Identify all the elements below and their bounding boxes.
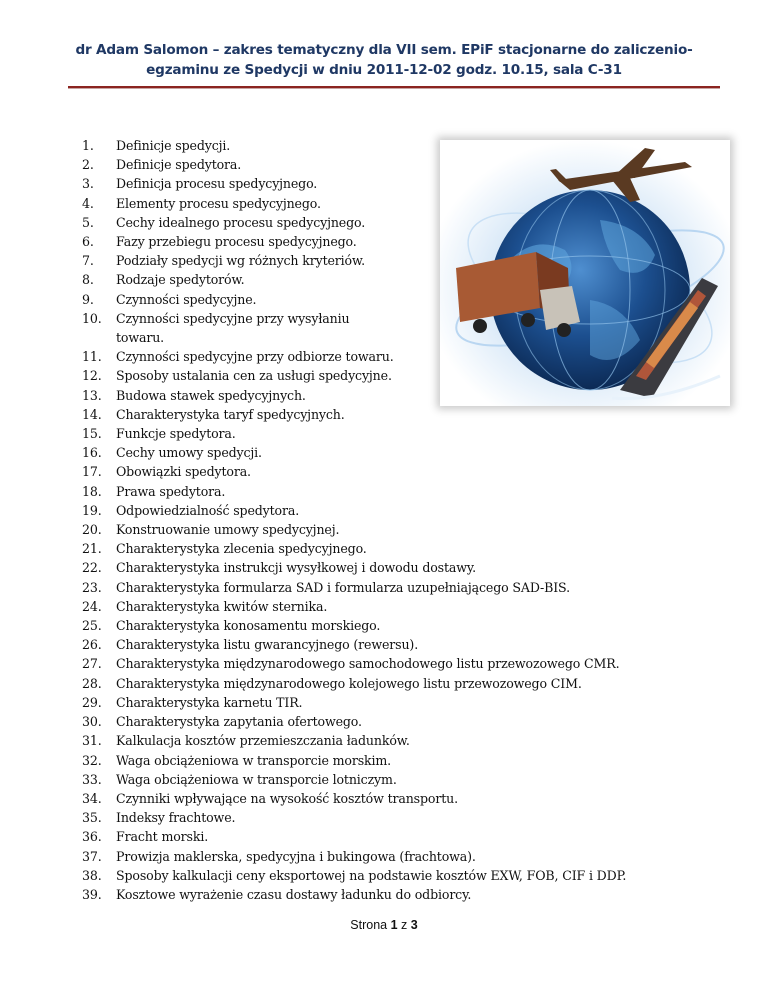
topic-number: 27.	[82, 656, 102, 672]
topic-text: Odpowiedzialność spedytora.	[116, 502, 300, 518]
topic-text: Rodzaje spedytorów.	[116, 272, 245, 288]
topic-text: Cechy idealnego procesu spedycyjnego.	[116, 214, 366, 230]
topic-number: 34.	[82, 790, 102, 806]
topic-text: Prowizja maklerska, spedycyjna i bukingowa (frachtowa).	[116, 848, 476, 864]
topic-number: 1.	[82, 138, 94, 153]
topic-text: Charakterystyka międzynarodowego kolejowego listu przewozowego CIM.	[116, 675, 582, 691]
topic-item	[82, 578, 682, 597]
topic-text: Charakterystyka zapytania ofertowego.	[116, 714, 362, 730]
topic-text: Definicja procesu spedycyjnego.	[116, 176, 318, 192]
topic-text: Elementy procesu spedycyjnego.	[116, 195, 321, 211]
topic-text: Obowiązki spedytora.	[116, 464, 251, 480]
topic-text: Charakterystyka instrukcji wysyłkowej i dowodu dostawy.	[116, 560, 477, 576]
topic-number: 13.	[82, 387, 102, 403]
topic-text: Konstruowanie umowy spedycyjnej.	[116, 522, 340, 538]
page-separator: z	[401, 918, 408, 932]
topic-number: 21.	[82, 541, 102, 557]
topic-text: Czynności spedycyjne.	[116, 291, 257, 307]
topic-number: 12.	[82, 368, 102, 384]
topic-item	[82, 597, 682, 616]
page-label: Strona	[350, 918, 388, 932]
topic-text: Waga obciążeniowa w transporcie morskim.	[116, 752, 392, 768]
topic-text: Sposoby kalkulacji ceny eksportowej na podstawie kosztów EXW, FOB, CIF i DDP.	[116, 867, 627, 883]
topic-text: Charakterystyka zlecenia spedycyjnego.	[116, 541, 367, 557]
header-title-line-2: egzaminu ze Spedycji w dniu 2011-12-02 godz. 10.15, sala C-31	[146, 62, 622, 78]
topic-text: Charakterystyka taryf spedycyjnych.	[116, 406, 345, 422]
topic-number: 2.	[82, 157, 94, 173]
document-header	[40, 40, 728, 80]
topic-text: Czynności spedycyjne przy wysyłaniu towaru.	[116, 310, 350, 346]
topic-item	[82, 654, 682, 673]
topic-text: Funkcje spedytora.	[116, 426, 236, 442]
topic-item	[82, 847, 682, 866]
topic-text: Czynności spedycyjne przy odbiorze towaru.	[116, 349, 394, 365]
topic-number: 4.	[82, 195, 94, 211]
topic-number: 28.	[82, 675, 102, 691]
topic-text: Kosztowe wyrażenie czasu dostawy ładunku do odbiorcy.	[116, 886, 472, 902]
topic-text: Budowa stawek spedycyjnych.	[116, 387, 306, 403]
topic-number: 33.	[82, 771, 102, 787]
topic-item	[82, 635, 682, 654]
topic-text: Fazy przebiegu procesu spedycyjnego.	[116, 234, 357, 250]
topic-text: Podziały spedycji wg różnych kryteriów.	[116, 253, 365, 269]
topic-number: 6.	[82, 234, 94, 250]
globe-transport-illustration	[440, 140, 730, 406]
topic-text: Charakterystyka listu gwarancyjnego (rewersu).	[116, 637, 419, 653]
topic-number: 37.	[82, 848, 102, 864]
topic-item	[82, 731, 682, 750]
topic-number: 19.	[82, 502, 102, 518]
topic-number: 24.	[82, 598, 102, 614]
topic-item	[82, 866, 682, 885]
topic-number: 9.	[82, 291, 94, 307]
topic-item	[82, 558, 682, 577]
topic-number: 20.	[82, 522, 102, 538]
topic-number: 31.	[82, 733, 102, 749]
topic-text: Charakterystyka konosamentu morskiego.	[116, 618, 381, 634]
topic-text: Definicje spedycji.	[116, 138, 231, 153]
topic-number: 5.	[82, 214, 94, 230]
topic-text: Waga obciążeniowa w transporcie lotniczym.	[116, 771, 397, 787]
topic-number: 18.	[82, 483, 102, 499]
topic-item	[82, 482, 682, 501]
topic-item	[82, 885, 682, 904]
topic-item	[82, 827, 682, 846]
topic-number: 26.	[82, 637, 102, 653]
topic-text: Definicje spedytora.	[116, 157, 242, 173]
topic-text: Kalkulacja kosztów przemieszczania ładunków.	[116, 733, 410, 749]
topic-text: Charakterystyka karnetu TIR.	[116, 694, 303, 710]
topic-number: 23.	[82, 579, 102, 595]
topic-text: Fracht morski.	[116, 829, 209, 845]
topic-item	[82, 751, 682, 770]
topic-number: 39.	[82, 886, 102, 902]
topic-number: 38.	[82, 867, 102, 883]
page-footer	[0, 918, 768, 932]
topic-item	[82, 674, 682, 693]
topic-number: 29.	[82, 694, 102, 710]
topic-item	[82, 539, 682, 558]
topic-number: 17.	[82, 464, 102, 480]
topic-number: 10.	[82, 310, 102, 326]
topic-text: Charakterystyka kwitów sternika.	[116, 598, 328, 614]
topic-item	[82, 712, 682, 731]
topic-number: 15.	[82, 426, 102, 442]
topic-item	[82, 443, 682, 462]
topic-item	[82, 405, 682, 424]
topic-number: 8.	[82, 272, 94, 288]
topic-number: 11.	[82, 349, 102, 365]
topic-number: 32.	[82, 752, 102, 768]
topic-number: 3.	[82, 176, 94, 192]
topic-text: Sposoby ustalania cen za usługi spedycyjne.	[116, 368, 392, 384]
topic-text: Charakterystyka formularza SAD i formularza uzupełniającego SAD-BIS.	[116, 579, 570, 595]
topic-item	[82, 501, 682, 520]
topic-text: Charakterystyka międzynarodowego samochodowego listu przewozowego CMR.	[116, 656, 620, 672]
topic-number: 25.	[82, 618, 102, 634]
topic-text: Prawa spedytora.	[116, 483, 226, 499]
topic-text: Indeksy frachtowe.	[116, 810, 236, 826]
topic-item	[82, 770, 682, 789]
total-pages: 3	[410, 918, 418, 932]
current-page-number: 1	[390, 918, 398, 932]
header-divider	[68, 86, 720, 89]
topic-item	[82, 616, 682, 635]
topic-number: 30.	[82, 714, 102, 730]
header-title-line-1: dr Adam Salomon – zakres tematyczny dla VII sem. EPiF stacjonarne do zaliczenio-	[75, 42, 693, 58]
topic-item	[82, 520, 682, 539]
topic-item	[82, 693, 682, 712]
topic-item	[82, 808, 682, 827]
topic-item	[82, 424, 682, 443]
topic-number: 16.	[82, 445, 102, 461]
topic-text: Czynniki wpływające na wysokość kosztów transportu.	[116, 790, 458, 806]
topic-number: 7.	[82, 253, 94, 269]
topic-number: 14.	[82, 406, 102, 422]
topic-number: 35.	[82, 810, 102, 826]
globe-transport-icon	[440, 140, 730, 406]
topic-item	[82, 462, 682, 481]
topic-number: 22.	[82, 560, 102, 576]
topic-item	[82, 789, 682, 808]
topic-text: Cechy umowy spedycji.	[116, 445, 262, 461]
topic-number: 36.	[82, 829, 102, 845]
